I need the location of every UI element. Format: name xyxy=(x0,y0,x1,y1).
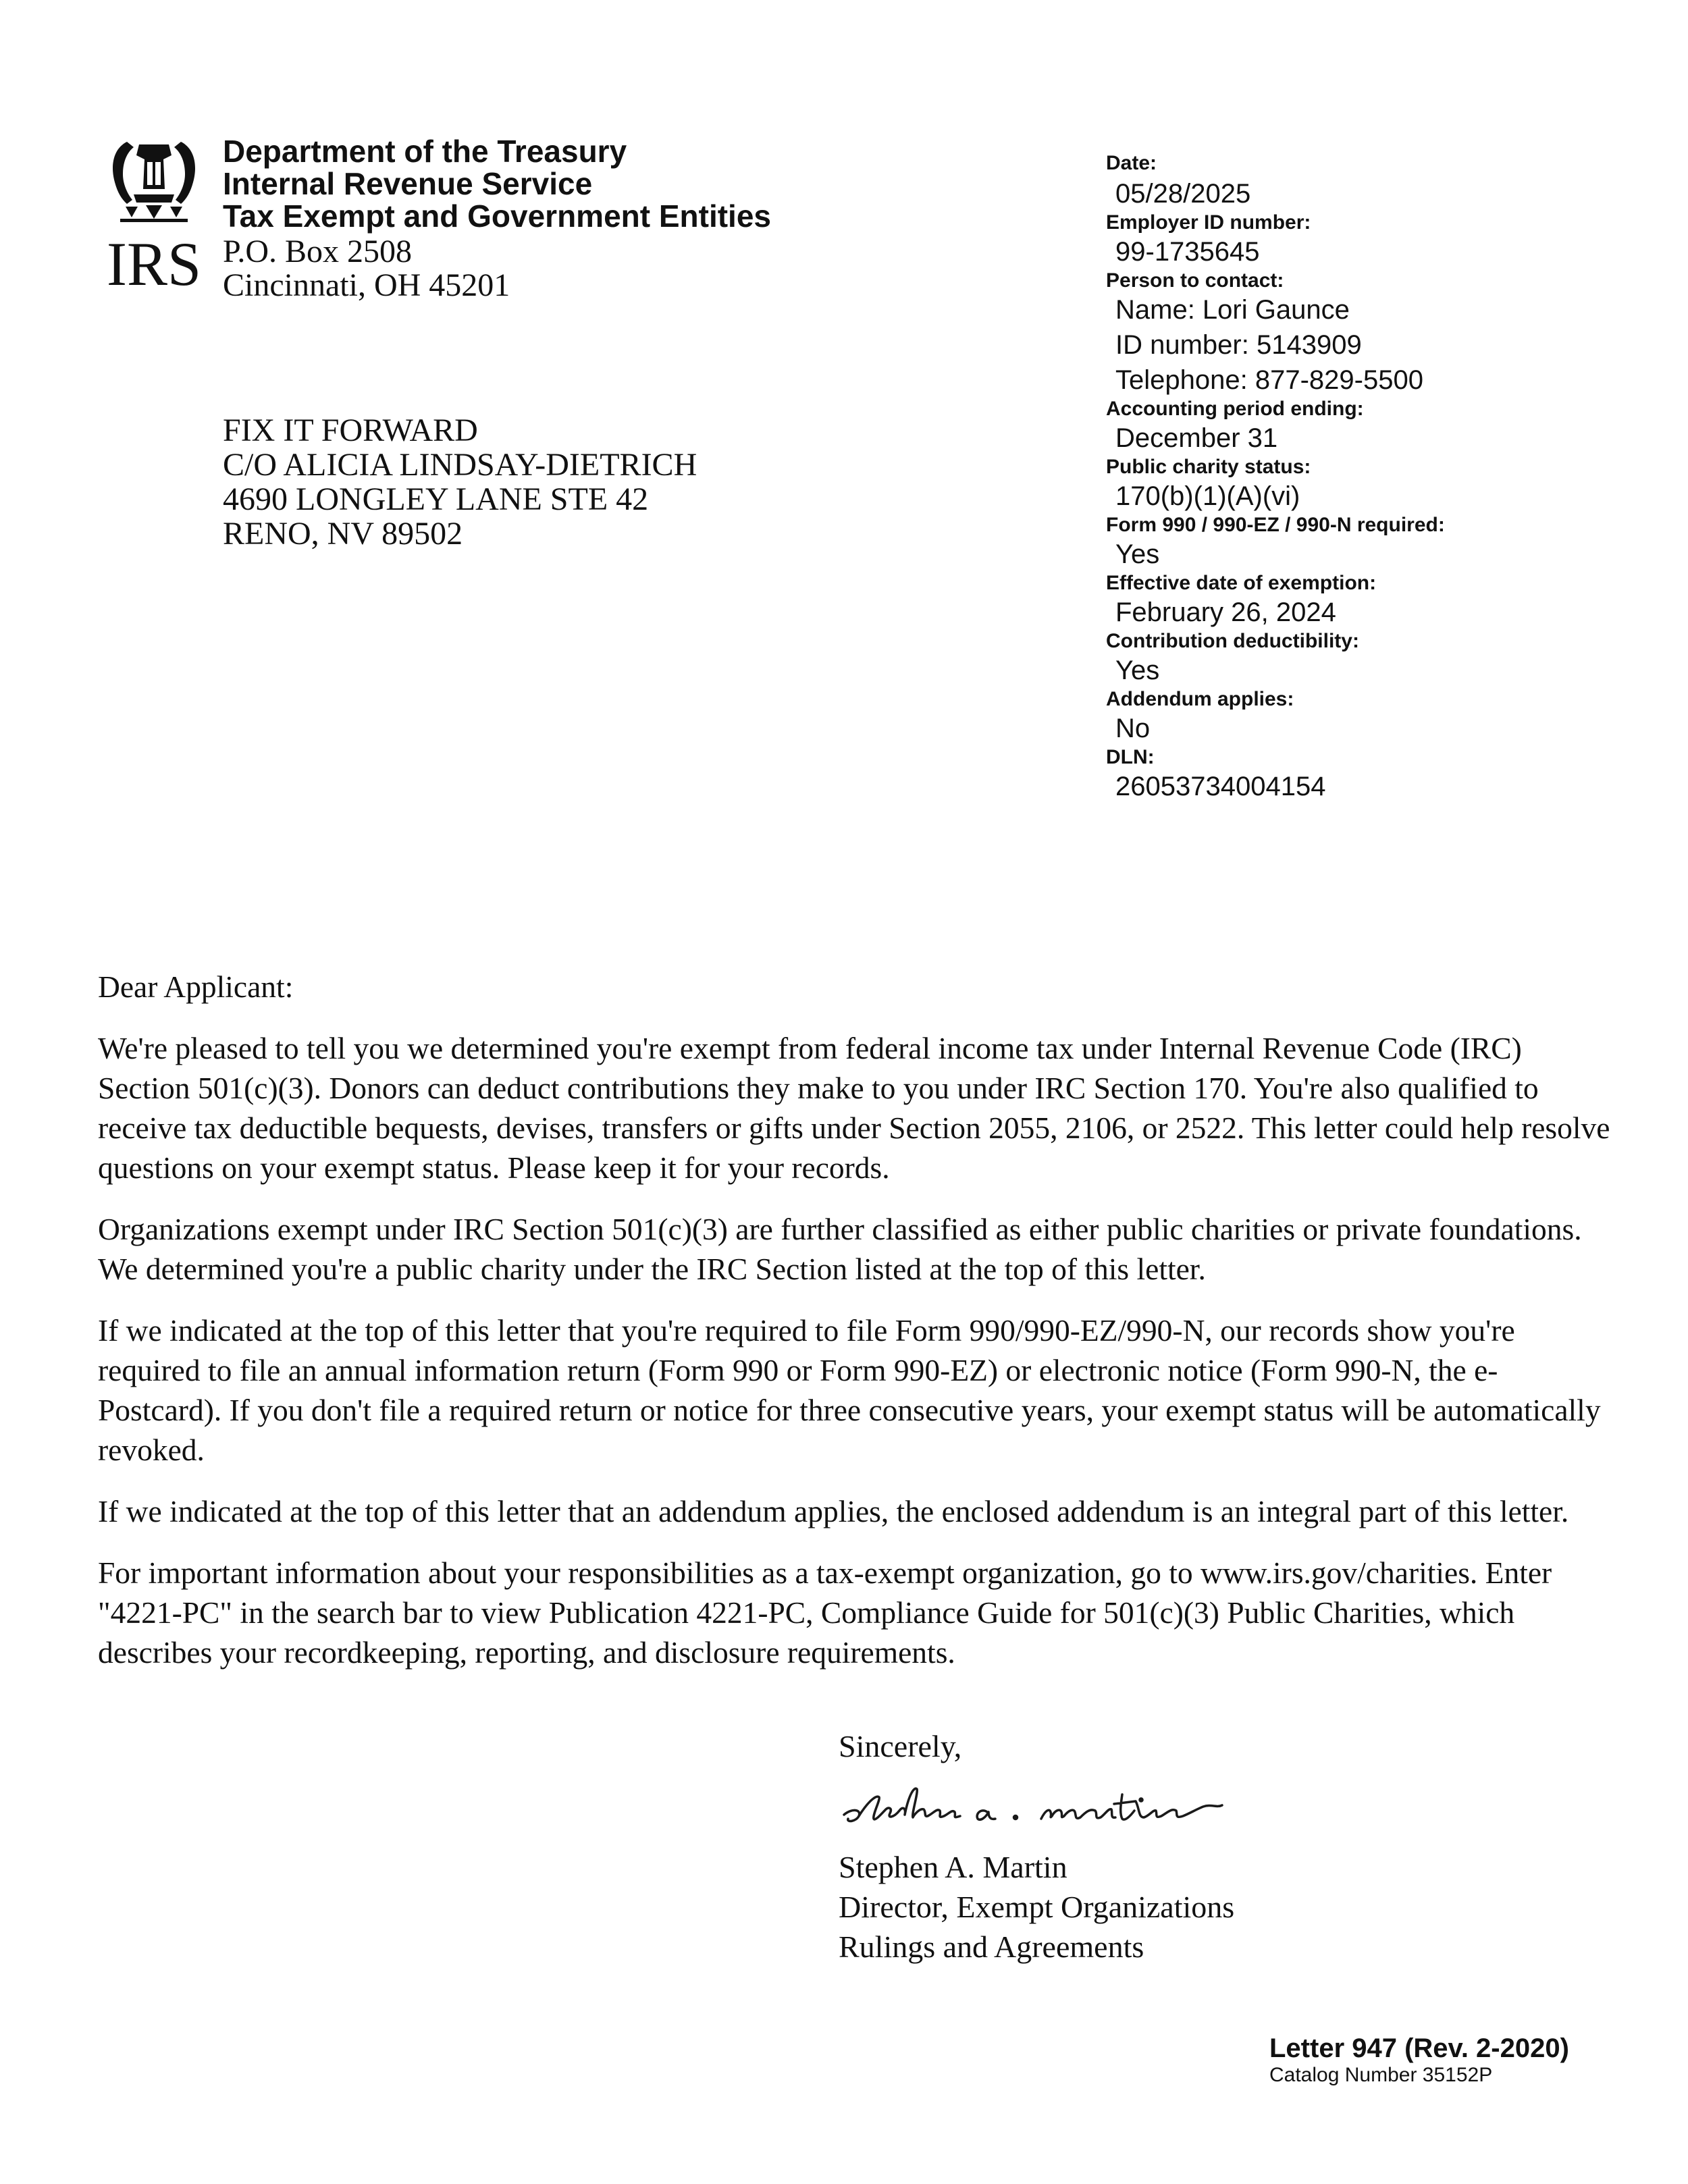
effective-date-label: Effective date of exemption: xyxy=(1106,572,1377,594)
irs-logo-text: IRS xyxy=(107,230,201,290)
ein-label: Employer ID number: xyxy=(1106,211,1311,234)
agency-po-box: P.O. Box 2508 xyxy=(223,234,413,269)
contact-id: ID number: 5143909 xyxy=(1115,330,1362,360)
charity-status-value: 170(b)(1)(A)(vi) xyxy=(1115,481,1300,511)
service-name: Internal Revenue Service xyxy=(223,166,593,201)
charity-status-label: Public charity status: xyxy=(1106,456,1311,478)
body-paragraph-5: For important information about your responsibilities as a tax-exempt organization, go to www.irs.gov/charities. Enter "4221-PC" in the search bar to view Publication 4221-PC, Compliance Guide for 501(c)(3) Public Charities, which describes your recordkeeping, reporting, and disclosure requirements. xyxy=(98,1555,1552,1670)
agency-header xyxy=(223,135,1067,302)
letter-closing xyxy=(839,1726,1514,1967)
recipient-street: 4690 LONGLEY LANE STE 42 xyxy=(223,481,649,517)
salutation: Dear Applicant: xyxy=(98,969,294,1004)
accounting-period-label: Accounting period ending: xyxy=(1106,398,1364,420)
contact-phone: Telephone: 877-829-5500 xyxy=(1115,365,1423,395)
deductibility-value: Yes xyxy=(1115,656,1160,685)
letter-info-column xyxy=(1106,152,1660,804)
catalog-number: Catalog Number 35152P xyxy=(1269,2064,1493,2086)
form-identifier: Letter 947 (Rev. 2-2020) xyxy=(1269,2033,1569,2063)
recipient-care-of: C/O ALICIA LINDSAY-DIETRICH xyxy=(223,447,697,483)
signer-name: Stephen A. Martin xyxy=(839,1850,1067,1884)
body-paragraph-1: We're pleased to tell you we determined you're exempt from federal income tax under Internal Revenue Code (IRC) Section 501(c)(3). Donors can deduct contributions they make to you under IRC Section 170. You're also qualified to receive tax deductible bequests, devises, transfers or gifts under Section 2055, 2106, or 2522. This letter could help resolve questions on your exempt status. Please keep it for your records. xyxy=(98,1031,1610,1185)
signer-unit: Rulings and Agreements xyxy=(839,1929,1144,1964)
form-required-value: Yes xyxy=(1115,539,1160,569)
irs-eagle-icon xyxy=(107,135,201,290)
date-value: 05/28/2025 xyxy=(1115,179,1251,209)
addendum-value: No xyxy=(1115,714,1151,743)
recipient-address xyxy=(223,413,1033,551)
valediction: Sincerely, xyxy=(839,1729,962,1763)
agency-city-state-zip: Cincinnati, OH 45201 xyxy=(223,267,510,303)
signature-text: stephen a. martin xyxy=(839,1774,843,1775)
body-paragraph-4: If we indicated at the top of this letter that an addendum applies, the enclosed addendum is an integral part of this letter. xyxy=(98,1494,1569,1528)
dln-label: DLN: xyxy=(1106,746,1155,768)
letter-body xyxy=(98,967,1610,1694)
dln-value: 26053734004154 xyxy=(1115,772,1326,801)
department-name: Department of the Treasury xyxy=(223,134,627,169)
addendum-label: Addendum applies: xyxy=(1106,688,1294,710)
form-required-label: Form 990 / 990-EZ / 990-N required: xyxy=(1106,514,1445,536)
deductibility-label: Contribution deductibility: xyxy=(1106,630,1359,652)
letter-footer xyxy=(1269,2033,1647,2087)
body-paragraph-2: Organizations exempt under IRC Section 501(c)(3) are further classified as either public charities or private foundations. We determined you're a public charity under the IRC Section listed at the top of this letter. xyxy=(98,1212,1582,1286)
effective-date-value: February 26, 2024 xyxy=(1115,597,1336,627)
date-label: Date: xyxy=(1106,152,1157,174)
ein-value: 99-1735645 xyxy=(1115,237,1260,267)
contact-label: Person to contact: xyxy=(1106,269,1284,292)
irs-logo xyxy=(107,135,201,290)
division-name: Tax Exempt and Government Entities xyxy=(223,198,772,234)
body-paragraph-3: If we indicated at the top of this letter that you're required to file Form 990/990-EZ/990-N, our records show you're required to file an annual information return (Form 990 or Form 990-EZ) or electronic notice (Form 990-N, the e-Postcard). If you don't file a required return or notice for three consecutive years, your exempt status will be automatically revoked. xyxy=(98,1313,1601,1467)
contact-name: Name: Lori Gaunce xyxy=(1115,295,1350,325)
accounting-period-value: December 31 xyxy=(1115,423,1278,453)
recipient-city-state-zip: RENO, NV 89502 xyxy=(223,516,463,552)
recipient-name: FIX IT FORWARD xyxy=(223,412,478,448)
signer-title: Director, Exempt Organizations xyxy=(839,1890,1235,1924)
handwritten-signature xyxy=(839,1774,1244,1834)
